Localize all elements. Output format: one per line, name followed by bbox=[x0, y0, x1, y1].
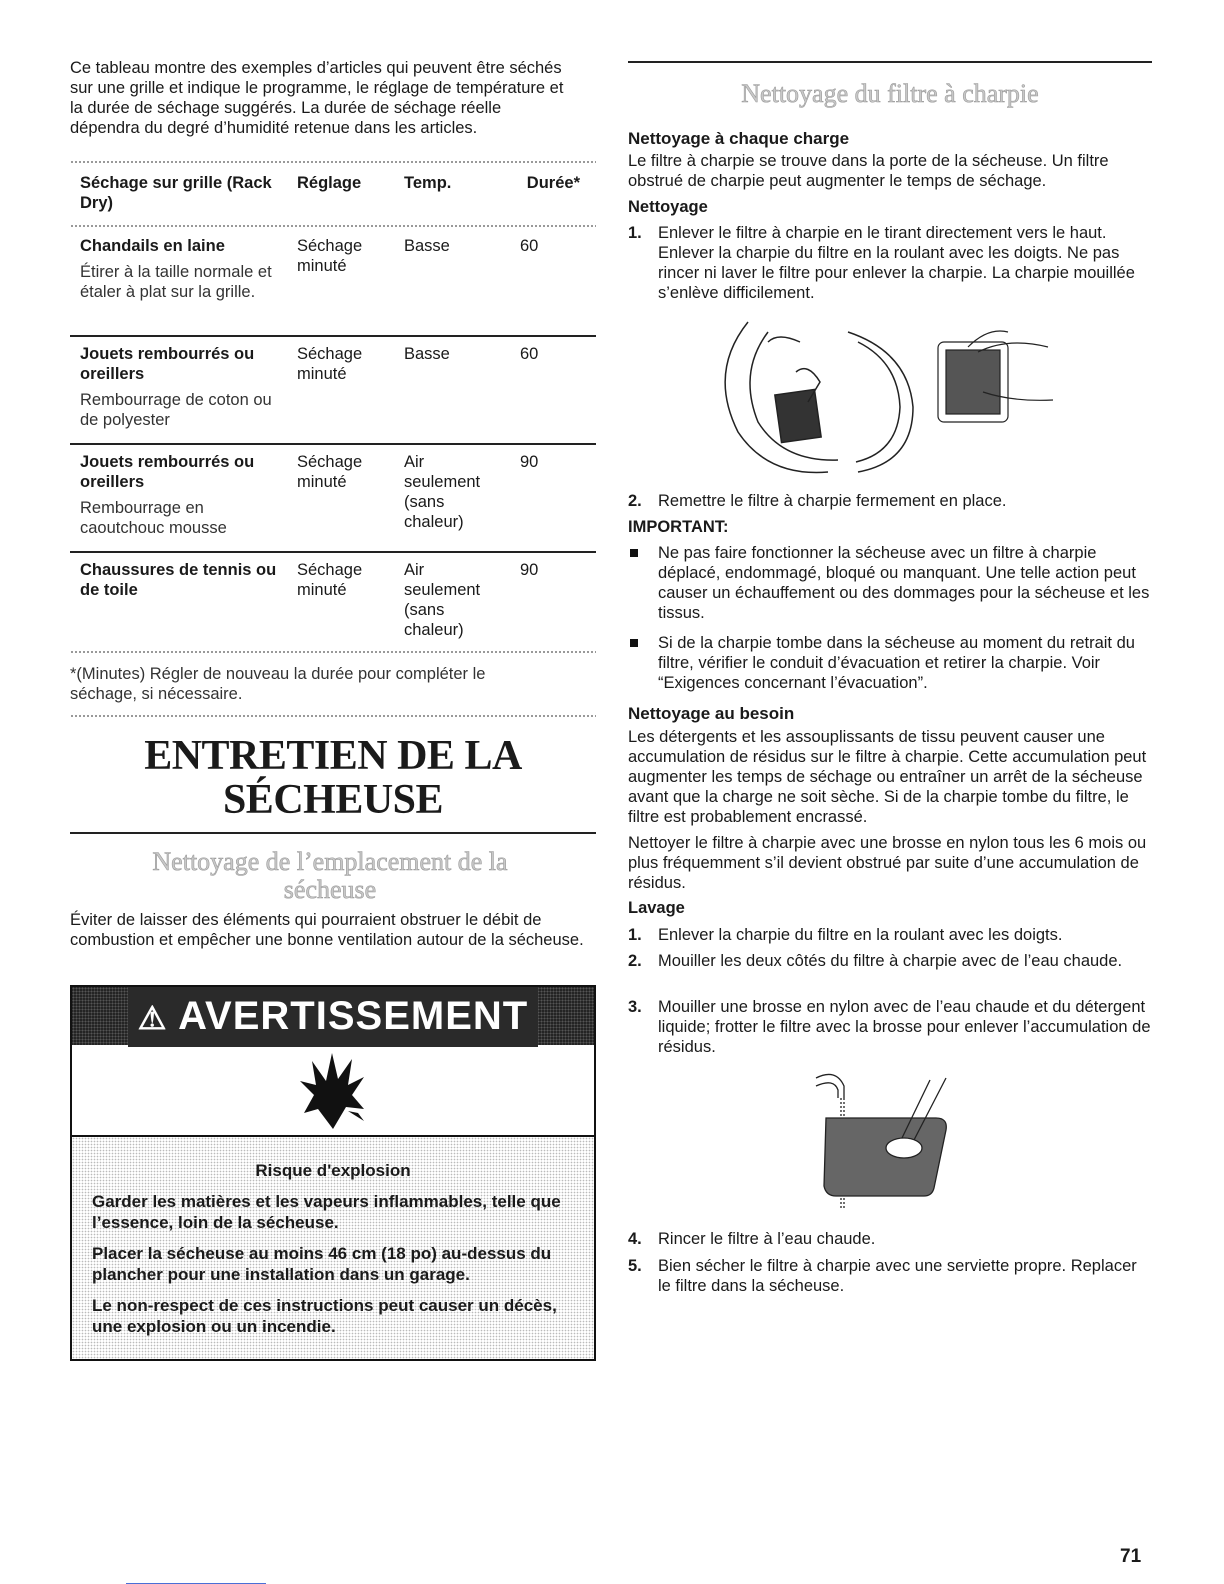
list-item bbox=[628, 1256, 1152, 1296]
warning-box bbox=[70, 985, 596, 1361]
list-item bbox=[628, 951, 1152, 971]
list-item bbox=[628, 1229, 1152, 1249]
list-item bbox=[628, 543, 1152, 623]
list-item bbox=[628, 223, 1152, 303]
step-text: Rincer le filtre à l’eau chaude. bbox=[658, 1230, 876, 1248]
header-item: Séchage sur grille (Rack Dry) bbox=[80, 174, 272, 212]
divider bbox=[70, 224, 596, 228]
row-desc: Rembourrage de coton ou de polyester bbox=[80, 391, 272, 429]
step-number: 3. bbox=[628, 998, 642, 1016]
divider bbox=[70, 551, 596, 553]
warning-item: Placer la sécheuse au moins 46 cm (18 po) au-dessus du plancher pour une installation dans un garage. bbox=[92, 1244, 552, 1284]
lint-section-title: Nettoyage du filtre à charpie bbox=[741, 79, 1039, 108]
warning-banner bbox=[72, 987, 594, 1045]
row-setting: Séchage minuté bbox=[297, 561, 363, 599]
divider bbox=[70, 650, 596, 654]
row-time: 60 bbox=[520, 237, 539, 255]
header-setting: Réglage bbox=[297, 174, 362, 192]
divider bbox=[70, 714, 596, 718]
warning-item: Le non-respect de ces instructions peut causer un décès, une explosion ou un incendie. bbox=[92, 1296, 557, 1336]
lint-filter-removal-illustration bbox=[708, 312, 1068, 482]
step-text: Enlever la charpie du filtre en la roulant avec les doigts. bbox=[658, 926, 1063, 944]
page-title: ENTRETIEN DE LA SÉCHEUSE bbox=[144, 733, 522, 823]
explosion-icon bbox=[298, 1051, 368, 1131]
section-title: Nettoyage de l’emplacement de la sécheuse bbox=[152, 847, 508, 904]
as-needed-heading: Nettoyage au besoin bbox=[628, 704, 795, 723]
warning-banner-text: AVERTISSEMENT bbox=[178, 994, 529, 1038]
warning-icon-area bbox=[72, 1047, 594, 1137]
row-setting: Séchage minuté bbox=[297, 453, 363, 491]
table-footnote: *(Minutes) Régler de nouveau la durée pour compléter le séchage, si nécessaire. bbox=[70, 665, 486, 703]
page-number: 71 bbox=[1120, 1546, 1142, 1567]
as-needed-text: Les détergents et les assouplissants de tissu peuvent causer une accumulation de résidus sur le filtre à charpie. Cette accumulation peut augmenter les temps de séchage ou entraîner un arrêt de la sécheuse avant que la charge ne soit sèche. Si de la charpie tombe du filtre, le filtre est probablement encrassé. bbox=[628, 728, 1147, 826]
table-row bbox=[80, 236, 590, 326]
row-time: 90 bbox=[520, 453, 539, 471]
divider bbox=[70, 832, 596, 834]
important-text: Si de la charpie tombe dans la sécheuse au moment du retrait du filtre, vérifier le conduit d’évacuation et retirer la charpie. Voir “Exigences concernant l’évacuation”. bbox=[658, 634, 1135, 692]
step-text: Mouiller les deux côtés du filtre à charpie avec de l’eau chaude. bbox=[658, 952, 1123, 970]
row-time: 60 bbox=[520, 345, 539, 363]
table-row bbox=[80, 452, 590, 542]
row-desc: Étirer à la taille normale et étaler à plat sur la grille. bbox=[80, 263, 272, 301]
as-needed-text: Nettoyer le filtre à charpie avec une brosse en nylon tous les 6 mois ou plus fréquemment s’il devient obstrué par suite d’une accumulation de résidus. bbox=[628, 834, 1147, 892]
warning-text bbox=[72, 1137, 594, 1359]
row-item: Jouets rembourrés ou oreillers bbox=[80, 345, 255, 383]
bullet-icon bbox=[630, 549, 638, 557]
divider bbox=[628, 61, 1152, 63]
step-number: 5. bbox=[628, 1257, 642, 1275]
step-text: Bien sécher le filtre à charpie avec une serviette propre. Replacer le filtre dans la sécheuse. bbox=[658, 1257, 1137, 1295]
row-item: Jouets rembourrés ou oreillers bbox=[80, 453, 255, 491]
row-temp: Basse bbox=[404, 237, 450, 255]
row-temp: Air seulement (sans chaleur) bbox=[404, 453, 481, 531]
lint-filter-washing-illustration bbox=[806, 1068, 966, 1218]
step-number: 1. bbox=[628, 926, 642, 944]
row-setting: Séchage minuté bbox=[297, 237, 363, 275]
list-item bbox=[628, 925, 1152, 945]
warning-item: Garder les matières et les vapeurs inflammables, telle que l’essence, loin de la sécheuse. bbox=[92, 1192, 561, 1232]
row-time: 90 bbox=[520, 561, 539, 579]
wash-heading: Lavage bbox=[628, 899, 685, 917]
header-time: Durée* bbox=[526, 174, 580, 192]
each-load-text: Le filtre à charpie se trouve dans la porte de la sécheuse. Un filtre obstrué de charpie peut augmenter le temps de séchage. bbox=[628, 152, 1109, 190]
row-desc: Rembourrage en caoutchouc mousse bbox=[80, 499, 227, 537]
row-item: Chaussures de tennis ou de toile bbox=[80, 561, 277, 599]
divider bbox=[70, 443, 596, 445]
section-text: Éviter de laisser des éléments qui pourraient obstruer le débit de combustion et empêcher une bonne ventilation autour de la sécheuse. bbox=[70, 911, 584, 949]
step-text: Enlever le filtre à charpie en le tirant directement vers le haut. Enlever la charpie du filtre en la roulant avec les doigts. Ne pas rincer ni laver le filtre pour enlever la charpie. La charpie mouillée s’enlève difficilement. bbox=[658, 224, 1135, 302]
header-temp: Temp. bbox=[404, 174, 452, 192]
list-item bbox=[628, 633, 1152, 693]
warning-risk: Risque d'explosion bbox=[255, 1161, 411, 1180]
step-number: 1. bbox=[628, 224, 642, 242]
row-temp: Air seulement (sans chaleur) bbox=[404, 561, 481, 639]
divider bbox=[70, 160, 596, 164]
important-heading: IMPORTANT: bbox=[628, 518, 729, 536]
intro-paragraph: Ce tableau montre des exemples d’articles qui peuvent être séchés sur une grille et indique le programme, le réglage de température et la durée de séchage suggérés. La durée de séchage réelle dépendra du degré d’humidité retenue dans les articles. bbox=[70, 59, 564, 137]
list-item bbox=[628, 491, 1152, 511]
divider bbox=[70, 335, 596, 337]
row-item: Chandails en laine bbox=[80, 237, 225, 255]
table-row bbox=[80, 560, 590, 650]
table-row bbox=[80, 344, 590, 434]
list-item bbox=[628, 997, 1152, 1057]
step-number: 2. bbox=[628, 952, 642, 970]
step-number: 2. bbox=[628, 492, 642, 510]
row-temp: Basse bbox=[404, 345, 450, 363]
cleaning-heading: Nettoyage bbox=[628, 198, 708, 216]
each-load-heading: Nettoyage à chaque charge bbox=[628, 129, 850, 148]
step-text: Mouiller une brosse en nylon avec de l’eau chaude et du détergent liquide; frotter le filtre avec la brosse pour enlever l’accumulation de résidus. bbox=[658, 998, 1151, 1056]
bullet-icon bbox=[630, 639, 638, 647]
warning-triangle-icon: ⚠ bbox=[137, 1000, 168, 1036]
important-text: Ne pas faire fonctionner la sécheuse avec un filtre à charpie déplacé, endommagé, bloqué ou manquant. Une telle action peut causer un échauffement ou des dommages pour la sécheuse et les tissus. bbox=[658, 544, 1150, 622]
step-number: 4. bbox=[628, 1230, 642, 1248]
row-setting: Séchage minuté bbox=[297, 345, 363, 383]
step-text: Remettre le filtre à charpie fermement en place. bbox=[658, 492, 1007, 510]
